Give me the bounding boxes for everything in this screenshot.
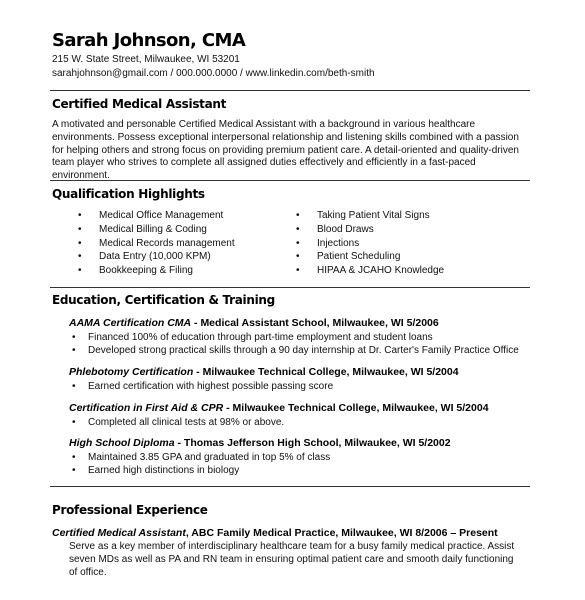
candidate-name: Sarah Johnson, CMA xyxy=(52,30,246,51)
list-item: • Developed strong practical skills through a 90 day internship at Dr. Carter's Family Practice Office xyxy=(72,344,519,357)
entry-role: Certified Medical Assistant xyxy=(52,527,186,539)
experience-entry-description: Serve as a key member of interdisciplinary healthcare team for a busy family medical practice. Assist seven MDs as well as PA and RN team in ensuring optimal patient care and smooth daily functioning of office. xyxy=(69,541,515,578)
list-item: • Bookkeeping & Filing xyxy=(78,264,235,278)
entry-role: AAMA Certification CMA xyxy=(69,317,192,329)
list-item: • Earned high distinctions in biology xyxy=(72,464,330,477)
entry-role: Certification in First Aid & CPR xyxy=(69,402,224,414)
list-item: • Injections xyxy=(296,237,444,251)
list-item: • Data Entry (10,000 KPM) xyxy=(78,250,235,264)
list-item: • Blood Draws xyxy=(296,223,444,237)
summary-text: A motivated and personable Certified Medical Assistant with a background in various healthcare environments. Possess exceptional interpersonal relationship and listening skills combined with a passion for helping others and strong focus on providing premium patient care. A detail-oriented and quality-driven team player who strives to complete all assigned duties effectively and efficiently in a fast-paced environment. xyxy=(52,119,519,182)
education-entry-bullets xyxy=(72,331,519,357)
education-heading: Education, Certification & Training xyxy=(52,293,275,307)
list-item: • Patient Scheduling xyxy=(296,250,444,264)
entry-detail: , ABC Family Medical Practice, Milwaukee, WI 8/2006 – Present xyxy=(185,527,498,539)
list-item: • Taking Patient Vital Signs xyxy=(296,209,444,223)
list-item: • Medical Billing & Coding xyxy=(78,223,235,237)
entry-detail: - Thomas Jefferson High School, Milwaukee, WI 5/2002 xyxy=(174,437,451,449)
entry-detail: - Medical Assistant School, Milwaukee, WI 5/2006 xyxy=(191,317,439,329)
section-divider xyxy=(50,287,530,288)
list-item: • Medical Office Management xyxy=(78,209,235,223)
qualifications-heading: Qualification Highlights xyxy=(52,187,205,201)
summary-heading: Certified Medical Assistant xyxy=(52,97,227,111)
contact-line: sarahjohnson@gmail.com / 000.000.0000 / www.linkedin.com/beth-smith xyxy=(52,68,375,79)
list-item: • Completed all clinical tests at 98% or above. xyxy=(72,416,284,429)
education-entry-bullets xyxy=(72,416,284,429)
address-line: 215 W. State Street, Milwaukee, WI 53201 xyxy=(52,54,240,65)
education-entry-title xyxy=(69,402,489,414)
entry-role: High School Diploma xyxy=(69,437,175,449)
list-item: • Financed 100% of education through part-time employment and student loans xyxy=(72,331,519,344)
entry-detail: - Milwaukee Technical College, Milwaukee, WI 5/2004 xyxy=(223,402,489,414)
qualifications-left-list xyxy=(78,209,235,278)
education-entry-bullets xyxy=(72,380,333,393)
list-item: • Medical Records management xyxy=(78,237,235,251)
entry-detail: - Milwaukee Technical College, Milwaukee, WI 5/2004 xyxy=(193,366,459,378)
education-entry-title xyxy=(69,366,459,378)
section-divider xyxy=(50,486,530,487)
experience-entry-title xyxy=(52,527,498,539)
education-entry-title xyxy=(69,317,439,329)
education-entry-bullets xyxy=(72,451,330,477)
list-item: • HIPAA & JCAHO Knowledge xyxy=(296,264,444,278)
list-item: • Maintained 3.85 GPA and graduated in top 5% of class xyxy=(72,451,330,464)
section-divider xyxy=(50,180,530,181)
list-item: • Earned certification with highest possible passing score xyxy=(72,380,333,393)
section-divider xyxy=(50,90,530,91)
experience-heading: Professional Experience xyxy=(52,503,208,517)
entry-role: Phlebotomy Certification xyxy=(69,366,194,378)
qualifications-right-list xyxy=(296,209,444,278)
education-entry-title xyxy=(69,437,451,449)
